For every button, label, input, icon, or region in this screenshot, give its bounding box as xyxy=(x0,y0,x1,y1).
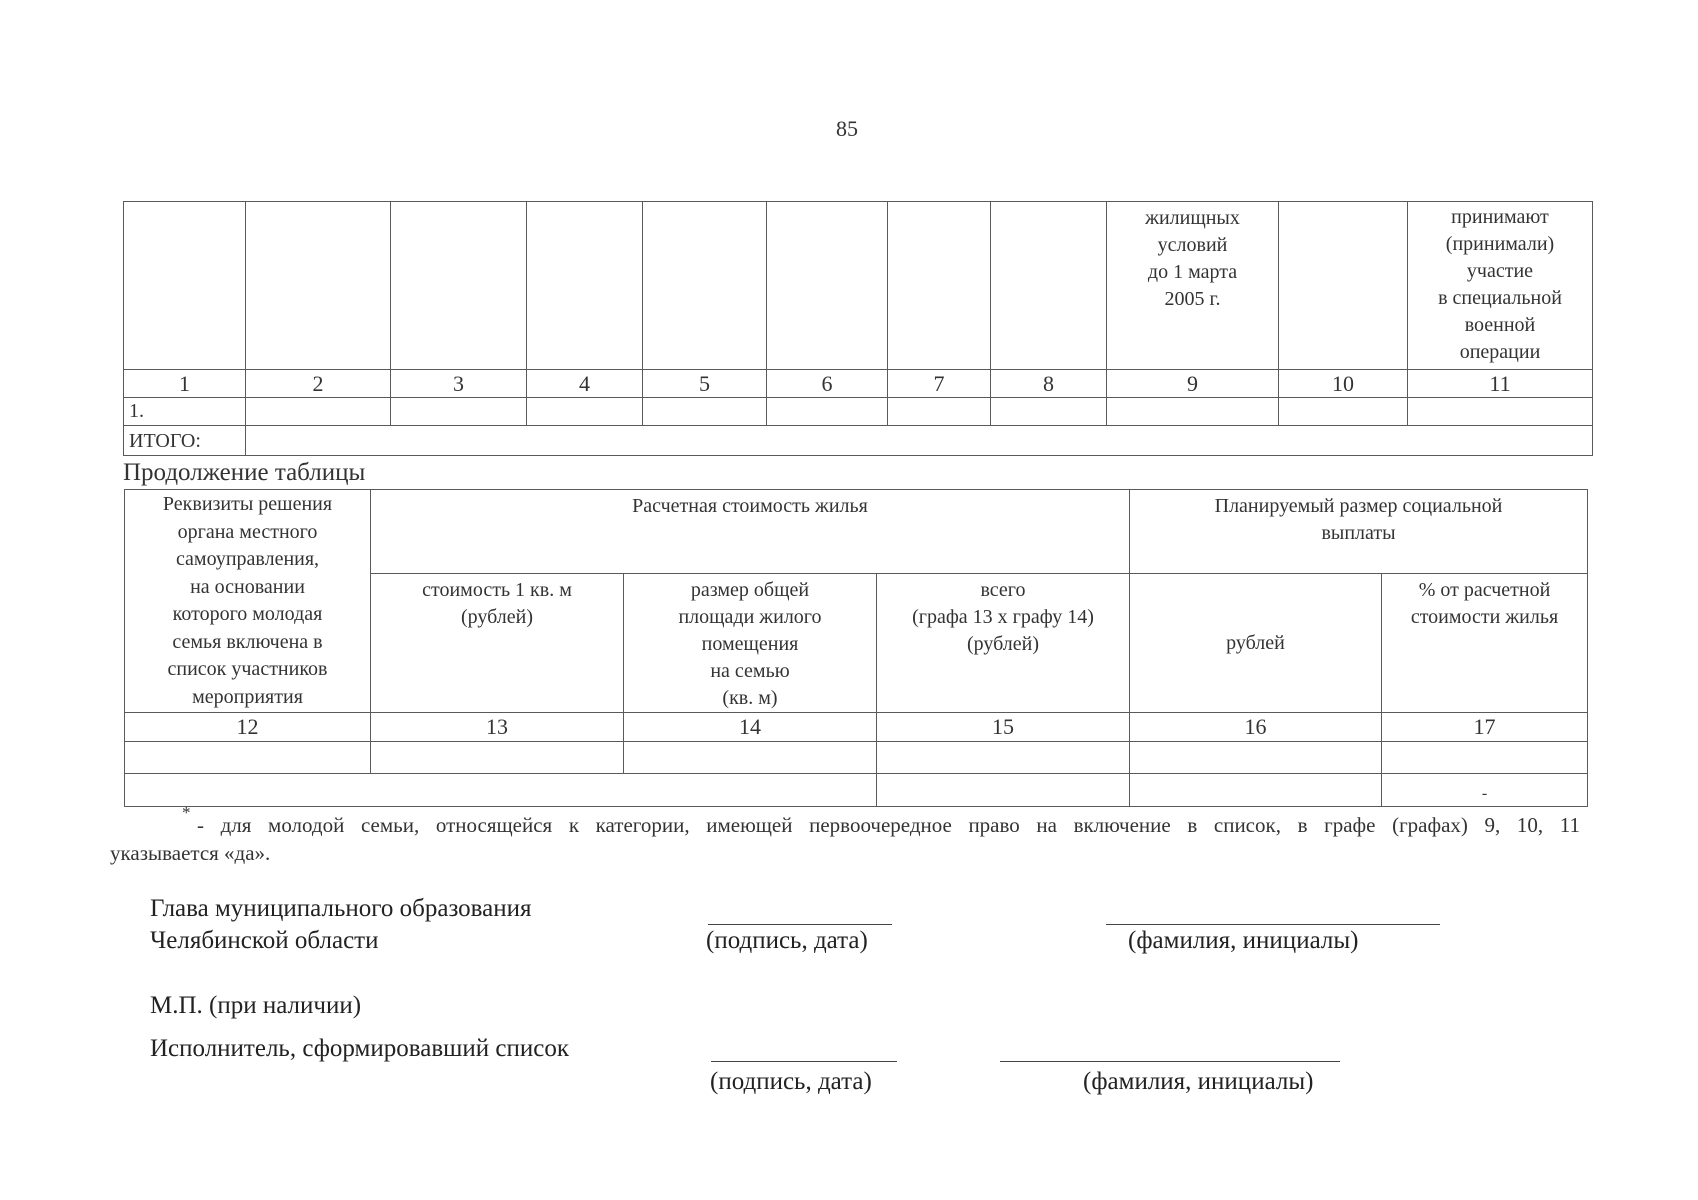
table-main xyxy=(123,201,1593,456)
dash-mark: - xyxy=(1481,785,1488,802)
table-cell xyxy=(391,398,527,426)
header-line: стоимость 1 кв. м xyxy=(422,579,572,601)
head-title-line-2: Челябинской области xyxy=(150,927,379,954)
header-line: мероприятия xyxy=(192,685,303,708)
header-cell-11 xyxy=(1408,202,1593,370)
column-number: 8 xyxy=(991,370,1107,398)
header-line: в специальной xyxy=(1438,287,1562,309)
column-number: 15 xyxy=(877,713,1130,742)
page-number: 85 xyxy=(836,116,858,141)
column-number: 13 xyxy=(371,713,624,742)
header-line: выплаты xyxy=(1321,522,1396,544)
header-cell-5 xyxy=(643,202,767,370)
header-line: которого молодая xyxy=(172,603,323,625)
header-cell-12 xyxy=(125,490,371,713)
header-cell-16 xyxy=(1130,574,1382,713)
group-header-payment xyxy=(1130,490,1588,574)
signature-line xyxy=(711,1061,897,1062)
header-line: (рублей) xyxy=(966,633,1040,655)
column-number: 1 xyxy=(124,370,246,398)
column-number: 5 xyxy=(643,370,767,398)
header-cell-13 xyxy=(371,574,624,713)
column-number: 16 xyxy=(1130,713,1382,742)
table-cell xyxy=(125,774,877,807)
header-line: принимают xyxy=(1451,206,1549,228)
header-cell-1 xyxy=(124,202,246,370)
header-line: всего xyxy=(980,579,1026,601)
table-cell xyxy=(371,742,624,774)
column-number: 2 xyxy=(246,370,391,398)
table-cell xyxy=(877,774,1130,807)
column-number: 17 xyxy=(1382,713,1588,742)
table-cell xyxy=(1130,774,1382,807)
header-line: военной xyxy=(1464,314,1536,336)
signature-line xyxy=(708,924,892,925)
header-cell-6 xyxy=(767,202,888,370)
header-line: органа местного xyxy=(177,520,318,543)
header-cell-7 xyxy=(888,202,991,370)
footnote-line-1: - для молодой семьи, относящейся к категории, имеющей первоочередное право на включение в список, в графе (графах) 9, 10, 11 xyxy=(197,813,1580,837)
name-line xyxy=(1106,924,1440,925)
header-cell-8 xyxy=(991,202,1107,370)
column-number: 9 xyxy=(1107,370,1279,398)
group-header-cost xyxy=(371,490,1130,574)
signature-date-label: (подпись, дата) xyxy=(710,1068,872,1095)
header-line: площади жилого xyxy=(678,606,822,628)
header-cell-9 xyxy=(1107,202,1279,370)
table-continuation xyxy=(124,489,1588,807)
header-cell-14 xyxy=(624,574,877,713)
header-line: (принимали) xyxy=(1445,233,1555,255)
executor-title: Исполнитель, сформировавший список xyxy=(150,1035,569,1062)
total-label: ИТОГО: xyxy=(124,426,246,456)
header-line: до 1 марта xyxy=(1147,261,1238,283)
header-cell-4 xyxy=(527,202,643,370)
header-line: на семью xyxy=(710,660,790,682)
name-line xyxy=(1000,1061,1340,1062)
table-cell xyxy=(1382,742,1588,774)
header-line: семья включена в xyxy=(172,630,323,653)
header-cell-10 xyxy=(1279,202,1408,370)
column-number: 7 xyxy=(888,370,991,398)
table-cell xyxy=(877,742,1130,774)
row-1-label: 1. xyxy=(124,398,246,426)
column-number: 14 xyxy=(624,713,877,742)
table-cell xyxy=(1279,398,1408,426)
header-cell-3 xyxy=(391,202,527,370)
total-value-cell xyxy=(246,426,1593,456)
stamp-label: М.П. (при наличии) xyxy=(150,992,362,1019)
table-cell xyxy=(643,398,767,426)
header-line: жилищных xyxy=(1145,207,1240,229)
signature-date-label: (подпись, дата) xyxy=(706,927,868,954)
continuation-title: Продолжение таблицы xyxy=(123,459,366,486)
header-line: размер общей xyxy=(690,579,810,601)
header-line: Расчетная стоимость жилья xyxy=(632,495,868,517)
column-number: 11 xyxy=(1408,370,1593,398)
table-cell xyxy=(246,398,391,426)
table-cell xyxy=(624,742,877,774)
table-cell xyxy=(767,398,888,426)
header-line: Планируемый размер социальной xyxy=(1214,495,1503,517)
table-cell xyxy=(1130,742,1382,774)
header-line: помещения xyxy=(701,633,799,655)
header-line: (рублей) xyxy=(460,606,534,628)
name-initials-label: (фамилия, инициалы) xyxy=(1128,927,1359,954)
column-number: 12 xyxy=(125,713,371,742)
table-cell xyxy=(1107,398,1279,426)
column-number: 3 xyxy=(391,370,527,398)
header-line: рублей xyxy=(1226,631,1285,654)
header-line: самоуправления, xyxy=(175,548,320,570)
header-line: на основании xyxy=(190,575,305,598)
header-line: (графа 13 х графу 14) xyxy=(912,606,1094,628)
header-line: % от расчетной xyxy=(1418,579,1551,601)
head-title-line-1: Глава муниципального образования xyxy=(150,895,532,922)
footnote-marker: * xyxy=(182,803,191,822)
column-number: 10 xyxy=(1279,370,1408,398)
header-line: 2005 г. xyxy=(1164,288,1221,310)
table-cell xyxy=(1382,774,1588,807)
header-line: операции xyxy=(1459,341,1541,363)
table-cell xyxy=(888,398,991,426)
header-line: (кв. м) xyxy=(722,687,778,709)
column-number: 6 xyxy=(767,370,888,398)
header-line: стоимости жилья xyxy=(1410,606,1559,628)
table-cell xyxy=(125,742,371,774)
header-cell-17 xyxy=(1382,574,1588,713)
footnote-line-2: указывается «да». xyxy=(110,841,271,865)
table-cell xyxy=(527,398,643,426)
name-initials-label: (фамилия, инициалы) xyxy=(1083,1068,1314,1095)
header-line: список участников xyxy=(167,658,328,680)
header-cell-15 xyxy=(877,574,1130,713)
header-cell-2 xyxy=(246,202,391,370)
header-line: Реквизиты решения xyxy=(162,493,333,515)
column-number: 4 xyxy=(527,370,643,398)
table-cell xyxy=(1408,398,1593,426)
header-line: условий xyxy=(1157,234,1228,256)
table-cell xyxy=(991,398,1107,426)
header-line: участие xyxy=(1466,260,1534,282)
